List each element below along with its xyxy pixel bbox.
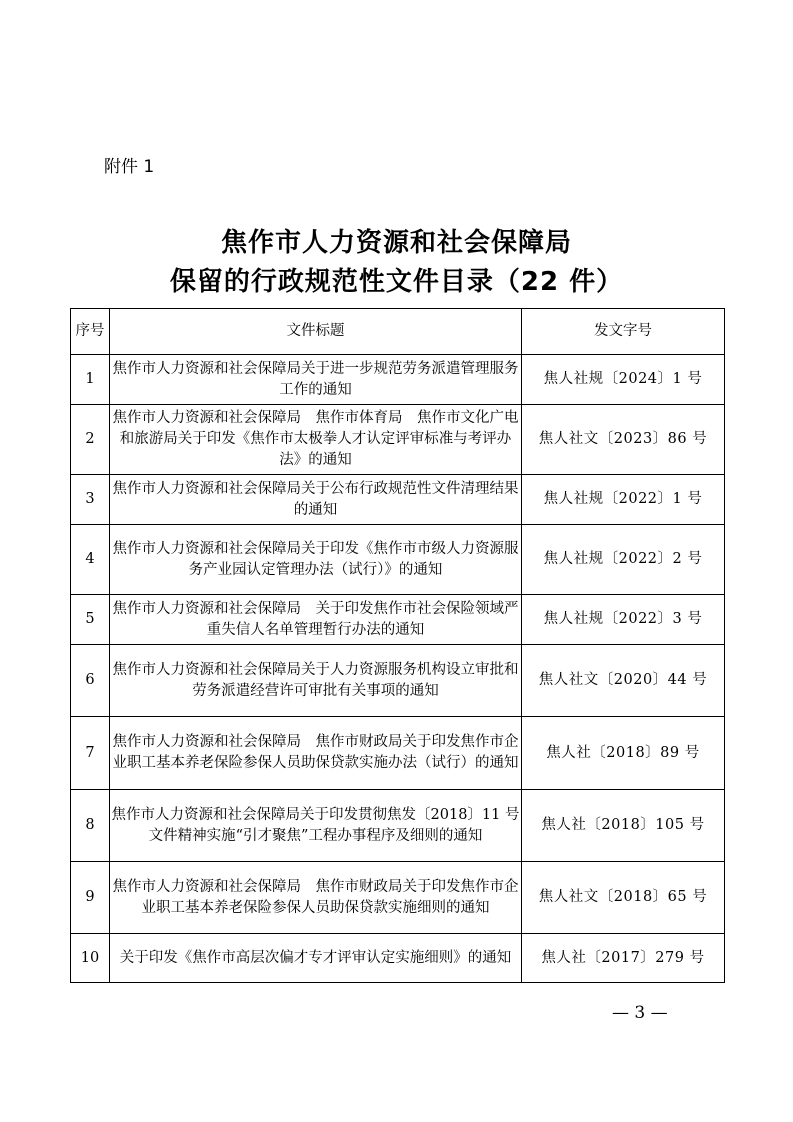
row-seq: 3 <box>71 475 110 525</box>
row-title: 焦作市人力资源和社会保障局 焦作市体育局 焦作市文化广电和旅游局关于印发《焦作市太极拳人才认定评审标准与考评办法》的通知 <box>110 405 522 475</box>
table-row <box>71 475 725 525</box>
row-title: 焦作市人力资源和社会保障局 焦作市财政局关于印发焦作市企业职工基本养老保险参保人员助保贷款实施办法（试行）的通知 <box>110 717 522 790</box>
row-title: 焦作市人力资源和社会保障局关于印发《焦作市市级人力资源服务产业园认定管理办法（试行）》的通知 <box>110 525 522 595</box>
row-seq: 2 <box>71 405 110 475</box>
table-row <box>71 645 725 717</box>
row-title: 焦作市人力资源和社会保障局 关于印发焦作市社会保险领域严重失信人名单管理暂行办法的通知 <box>110 595 522 645</box>
row-seq: 5 <box>71 595 110 645</box>
header-seq: 序号 <box>71 309 110 355</box>
row-doc-no: 焦人社文〔2020〕44 号 <box>522 645 725 717</box>
row-seq: 7 <box>71 717 110 790</box>
row-title: 关于印发《焦作市高层次偏才专才评审认定实施细则》的通知 <box>110 934 522 983</box>
table-row <box>71 525 725 595</box>
row-doc-no: 焦人社规〔2022〕3 号 <box>522 595 725 645</box>
row-title: 焦作市人力资源和社会保障局关于进一步规范劳务派遣管理服务工作的通知 <box>110 355 522 405</box>
row-seq: 9 <box>71 862 110 934</box>
page-number: — 3 — <box>612 1003 668 1023</box>
row-seq: 1 <box>71 355 110 405</box>
table-row <box>71 595 725 645</box>
row-title: 焦作市人力资源和社会保障局关于公布行政规范性文件清理结果的通知 <box>110 475 522 525</box>
document-title-line2: 保留的行政规范性文件目录（22 件） <box>169 267 624 297</box>
row-doc-no: 焦人社〔2018〕105 号 <box>522 790 725 862</box>
table-row <box>71 355 725 405</box>
attachment-label: 附件 1 <box>104 157 155 177</box>
table-row <box>71 790 725 862</box>
document-catalog-table <box>70 308 725 983</box>
table-row <box>71 405 725 475</box>
table-row <box>71 717 725 790</box>
row-title: 焦作市人力资源和社会保障局关于人力资源服务机构设立审批和劳务派遣经营许可审批有关事项的通知 <box>110 645 522 717</box>
row-doc-no: 焦人社规〔2022〕2 号 <box>522 525 725 595</box>
header-doc-no: 发文字号 <box>522 309 725 355</box>
row-doc-no: 焦人社规〔2022〕1 号 <box>522 475 725 525</box>
row-seq: 6 <box>71 645 110 717</box>
row-title: 焦作市人力资源和社会保障局关于印发贯彻焦发〔2018〕11 号文件精神实施“引才聚焦”工程办事程序及细则的通知 <box>110 790 522 862</box>
row-seq: 8 <box>71 790 110 862</box>
table-header-row <box>71 309 725 355</box>
row-doc-no: 焦人社〔2018〕89 号 <box>522 717 725 790</box>
document-title-line1: 焦作市人力资源和社会保障局 <box>220 228 572 258</box>
table-row <box>71 862 725 934</box>
row-title: 焦作市人力资源和社会保障局 焦作市财政局关于印发焦作市企业职工基本养老保险参保人员助保贷款实施细则的通知 <box>110 862 522 934</box>
row-doc-no: 焦人社〔2017〕279 号 <box>522 934 725 983</box>
row-doc-no: 焦人社文〔2023〕86 号 <box>522 405 725 475</box>
table-row <box>71 934 725 983</box>
row-seq: 10 <box>71 934 110 983</box>
row-seq: 4 <box>71 525 110 595</box>
row-doc-no: 焦人社规〔2024〕1 号 <box>522 355 725 405</box>
header-title: 文件标题 <box>110 309 522 355</box>
row-doc-no: 焦人社文〔2018〕65 号 <box>522 862 725 934</box>
